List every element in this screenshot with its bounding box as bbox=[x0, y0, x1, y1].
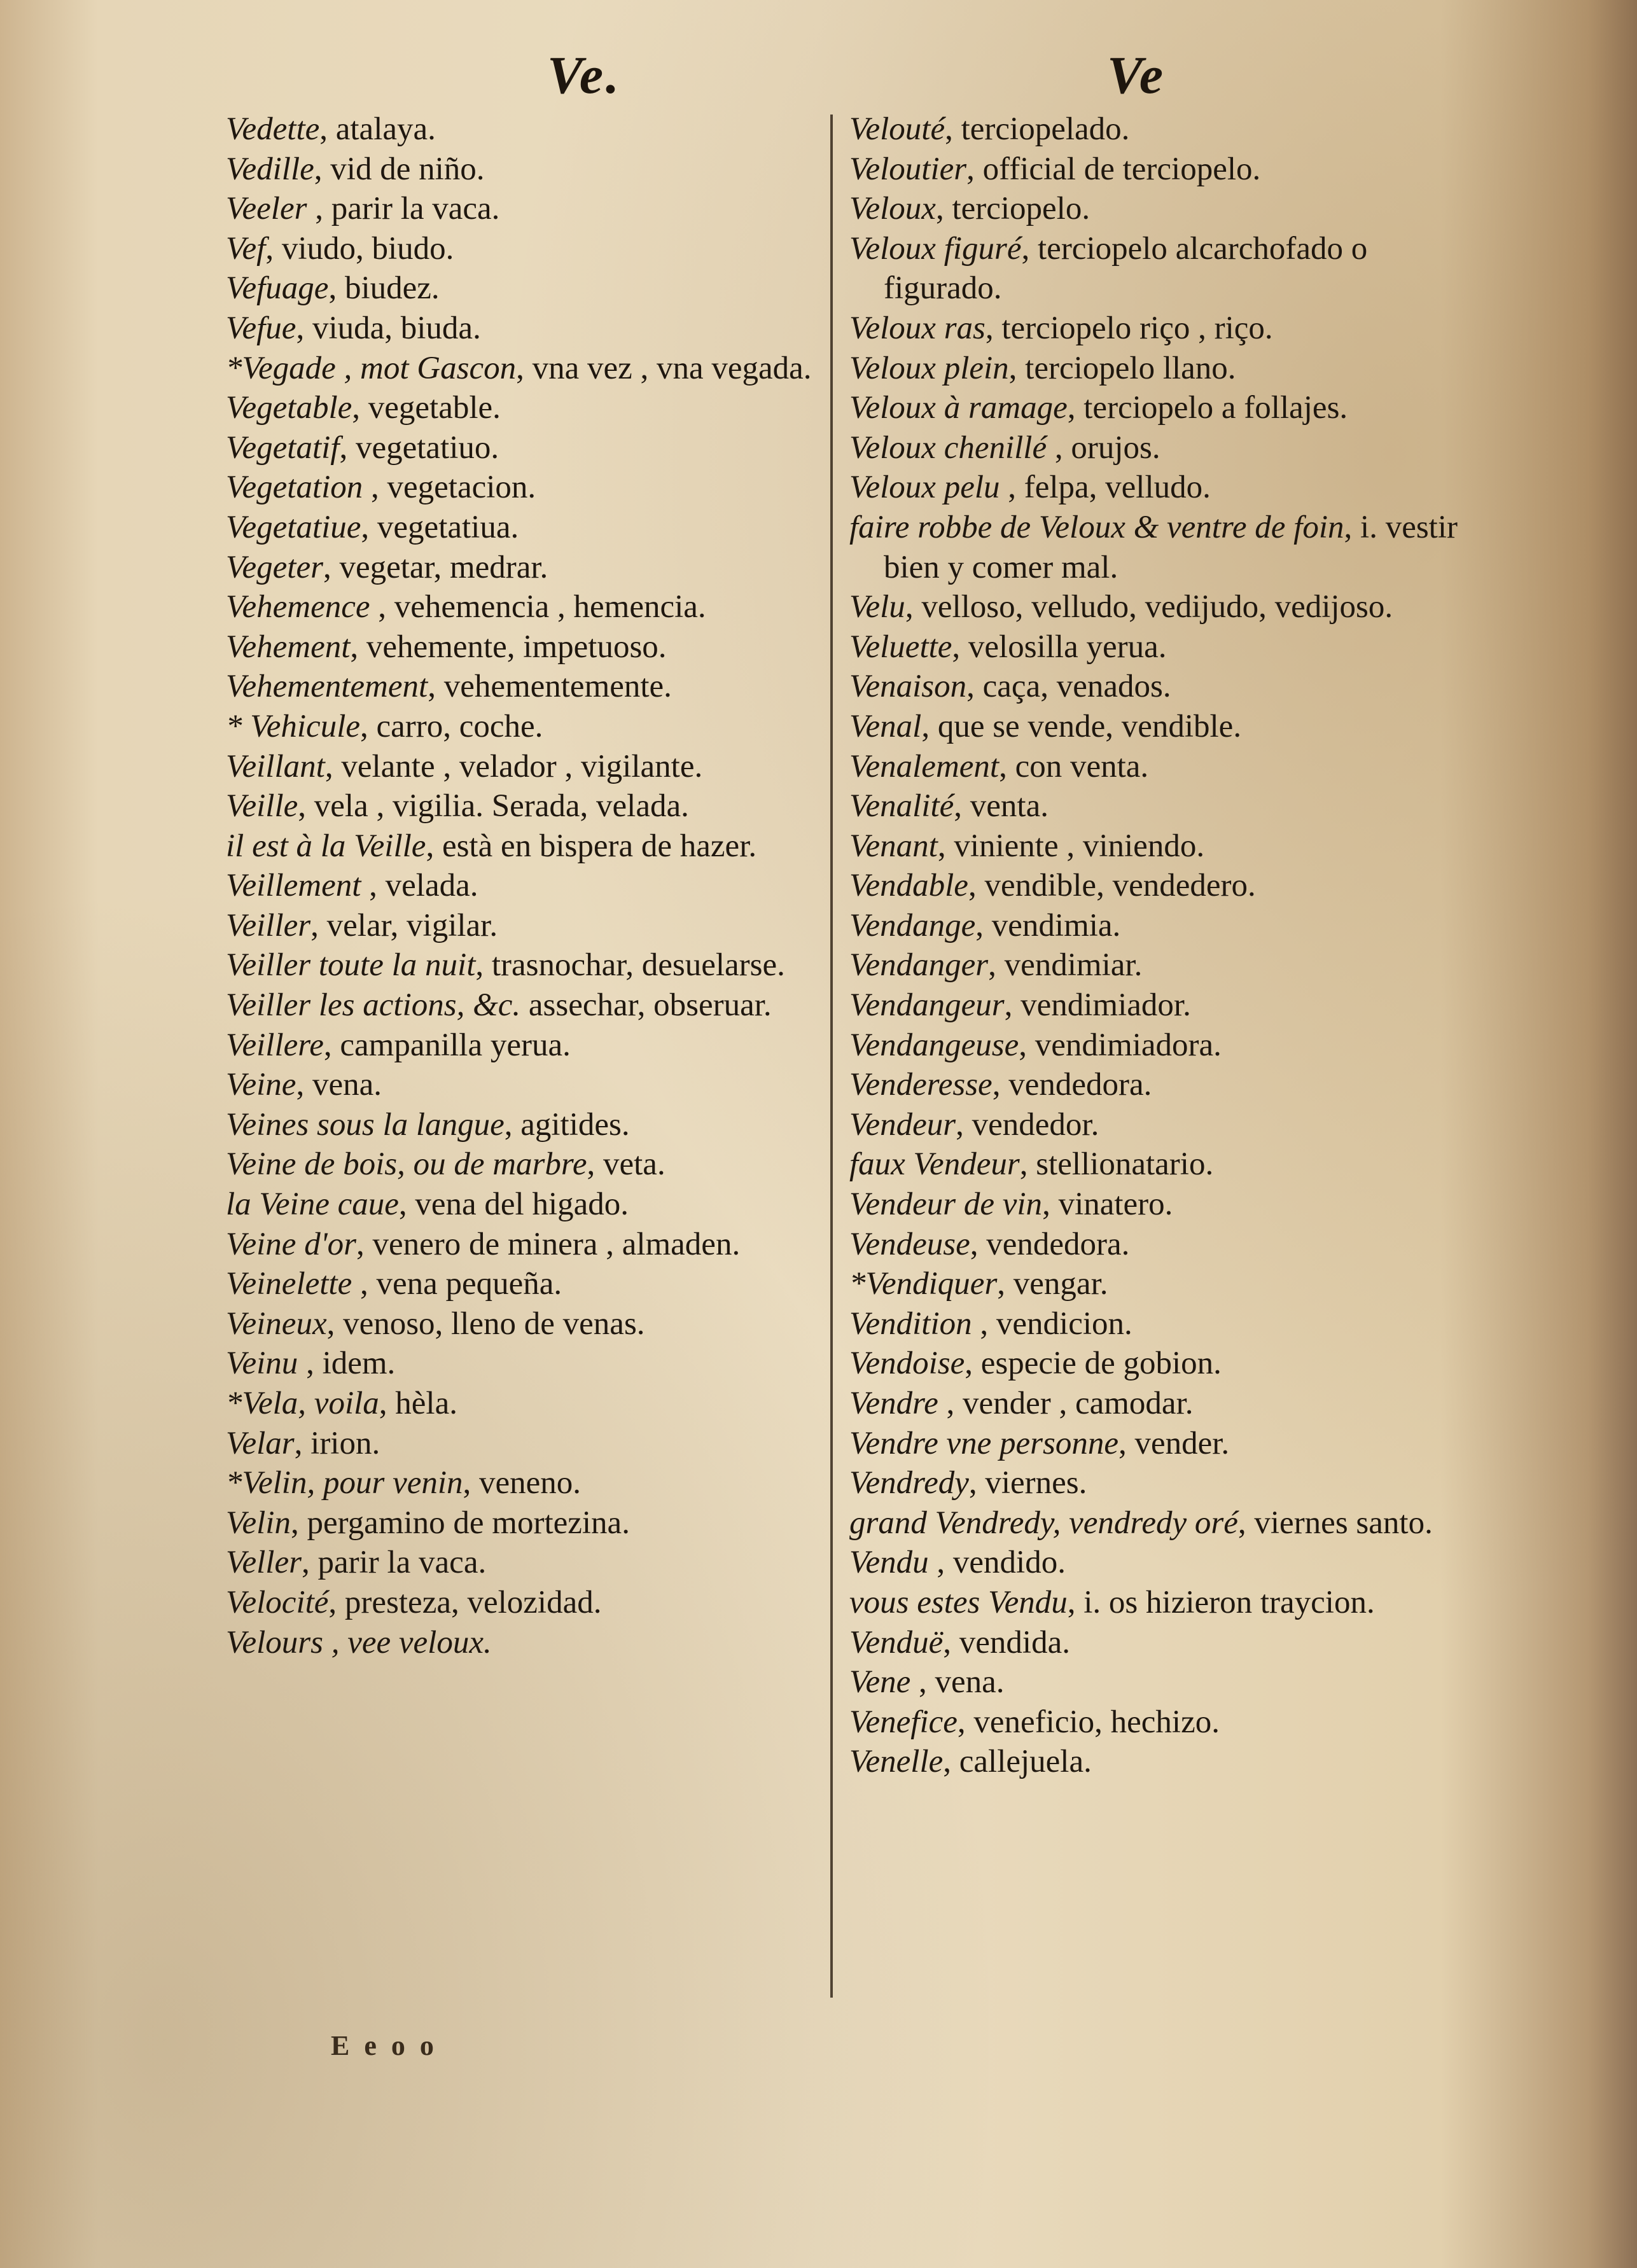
spanish-translation: , terciopelo a follajes. bbox=[1067, 390, 1348, 426]
french-headword: Vendre vne personne bbox=[849, 1425, 1118, 1461]
spanish-translation: , velloso, velludo, vedijudo, vedijoso. bbox=[905, 589, 1393, 625]
spanish-translation: , vegetatiua. bbox=[361, 509, 519, 545]
dictionary-entry bbox=[849, 627, 1463, 667]
dictionary-entry bbox=[226, 667, 818, 707]
spanish-translation: , terciopelo riço , riço. bbox=[985, 310, 1273, 346]
french-headword: Veeler bbox=[226, 191, 307, 227]
dictionary-entry bbox=[226, 388, 818, 428]
dictionary-entry bbox=[849, 866, 1463, 906]
dictionary-entry bbox=[226, 229, 818, 269]
french-headword: *Vendiquer bbox=[849, 1266, 998, 1302]
spanish-translation: , vendedora. bbox=[970, 1226, 1130, 1262]
dictionary-entry bbox=[849, 309, 1463, 349]
spanish-translation: , trasnochar, desuelarse. bbox=[475, 947, 785, 984]
running-head-left: Ve. bbox=[547, 46, 622, 105]
french-headword: Veloux ras bbox=[849, 310, 986, 346]
french-headword: Veinu bbox=[226, 1346, 298, 1382]
spanish-translation: , vegetacion. bbox=[363, 470, 536, 506]
french-headword: Veiller toute la nuit bbox=[226, 947, 476, 984]
dictionary-entry bbox=[849, 747, 1463, 787]
french-headword: Vendangeur bbox=[849, 987, 1005, 1024]
french-headword: Vedille bbox=[226, 151, 314, 187]
dictionary-entry bbox=[226, 1264, 818, 1304]
french-headword: Velu bbox=[849, 589, 905, 625]
spanish-translation: , vendido. bbox=[928, 1545, 1066, 1581]
french-headword: Venant bbox=[849, 828, 938, 864]
french-headword: Vendeuse bbox=[849, 1226, 970, 1262]
dictionary-entry bbox=[849, 906, 1463, 946]
dictionary-entry bbox=[226, 985, 818, 1026]
french-headword: Velocité bbox=[226, 1584, 329, 1620]
french-headword: Vendre bbox=[849, 1386, 938, 1421]
left-column bbox=[226, 109, 818, 2018]
dictionary-entry bbox=[849, 428, 1463, 468]
dictionary-entry bbox=[849, 1463, 1463, 1503]
french-headword: Vene bbox=[849, 1664, 911, 1701]
french-headword: Veillere bbox=[226, 1027, 324, 1063]
french-headword: vous estes Vendu bbox=[849, 1584, 1068, 1620]
french-headword: Veine bbox=[226, 1067, 296, 1103]
dictionary-entry bbox=[226, 268, 818, 309]
spanish-translation: , terciopelo alcarchofado o figurado. bbox=[884, 230, 1368, 307]
dictionary-entry bbox=[849, 786, 1463, 826]
spanish-translation: , i. os hizieron traycion. bbox=[1067, 1584, 1375, 1620]
french-headword: Veille bbox=[226, 788, 298, 824]
dictionary-entry bbox=[226, 1384, 818, 1424]
dictionary-entry bbox=[849, 1384, 1463, 1424]
dictionary-entry bbox=[226, 508, 818, 548]
dictionary-entry bbox=[226, 1225, 818, 1265]
french-headword: Vendu bbox=[849, 1545, 929, 1581]
french-headword: Venal bbox=[849, 708, 922, 744]
french-headword: Venduë bbox=[849, 1624, 944, 1660]
dictionary-entry bbox=[849, 1026, 1463, 1066]
spanish-translation: , està en bispera de hazer. bbox=[426, 828, 757, 864]
french-headword: Vegetatiue bbox=[226, 509, 361, 545]
spanish-translation: , carro, coche. bbox=[360, 708, 543, 744]
dictionary-entry bbox=[849, 349, 1463, 389]
dictionary-entry bbox=[226, 468, 818, 508]
french-headword: Venaison bbox=[849, 669, 967, 705]
spanish-translation: , vendedora. bbox=[992, 1067, 1152, 1103]
dictionary-entry bbox=[226, 1583, 818, 1623]
french-headword: Veloux plein bbox=[849, 350, 1009, 386]
spanish-translation: , vid de niño. bbox=[314, 151, 485, 187]
french-headword: Veloutier bbox=[849, 151, 967, 187]
spanish-translation: , vengar. bbox=[997, 1266, 1108, 1302]
french-headword: Vendoise bbox=[849, 1346, 965, 1382]
dictionary-entry bbox=[849, 1503, 1463, 1543]
french-headword: Venalement bbox=[849, 748, 1000, 784]
spanish-translation: , i. vestir bien y comer mal. bbox=[884, 509, 1458, 585]
spanish-translation: , terciopelo llano. bbox=[1008, 350, 1236, 386]
dictionary-entry bbox=[849, 1702, 1463, 1743]
spanish-translation: , vehemente, impetuoso. bbox=[350, 629, 667, 665]
dictionary-entry bbox=[849, 229, 1463, 309]
french-headword: Vendeur bbox=[849, 1106, 956, 1143]
spanish-translation: , especie de gobion. bbox=[965, 1346, 1222, 1382]
dictionary-entry bbox=[849, 667, 1463, 707]
spanish-translation: , vehementemente. bbox=[428, 669, 672, 705]
french-headword: Veller bbox=[226, 1545, 302, 1581]
dictionary-entry bbox=[849, 1742, 1463, 1782]
dictionary-entry bbox=[849, 1065, 1463, 1105]
dictionary-entry bbox=[226, 945, 818, 985]
spanish-translation: , vendimiar. bbox=[988, 947, 1143, 984]
dictionary-entry bbox=[849, 826, 1463, 866]
dictionary-entry bbox=[226, 786, 818, 826]
french-headword: Veine de bois, ou de marbre bbox=[226, 1146, 587, 1183]
french-headword: Vedette bbox=[226, 111, 320, 147]
dictionary-entry bbox=[226, 1623, 818, 1663]
french-headword: Vefue bbox=[226, 310, 296, 346]
dictionary-entry bbox=[226, 826, 818, 866]
spanish-translation: , vendicion. bbox=[972, 1305, 1132, 1342]
french-headword: Vefuage bbox=[226, 270, 329, 307]
french-headword: Vehemence bbox=[226, 589, 370, 625]
spanish-translation: , pergamino de mortezina. bbox=[290, 1505, 630, 1541]
dictionary-entry bbox=[849, 468, 1463, 508]
spanish-translation: , vena pequeña. bbox=[352, 1266, 562, 1302]
spanish-translation: , stellionatario. bbox=[1019, 1146, 1214, 1183]
dictionary-entry bbox=[849, 150, 1463, 190]
spanish-translation: , velada. bbox=[361, 868, 478, 904]
french-headword: Vendange bbox=[849, 907, 976, 943]
french-headword: Velours , vee veloux. bbox=[226, 1624, 492, 1660]
dictionary-entry bbox=[226, 1185, 818, 1225]
dictionary-entry bbox=[226, 428, 818, 468]
spanish-translation: , vender. bbox=[1118, 1425, 1230, 1461]
spanish-translation: , vegetar, medrar. bbox=[323, 549, 548, 585]
spanish-translation: , vendimiador. bbox=[1004, 987, 1191, 1024]
dictionary-entry bbox=[226, 1344, 818, 1384]
spanish-translation: , velar, vigilar. bbox=[310, 907, 498, 943]
french-headword: Vehementement bbox=[226, 669, 428, 705]
spanish-translation: , viernes. bbox=[968, 1465, 1087, 1501]
french-headword: Vendeur de vin bbox=[849, 1186, 1043, 1223]
french-headword: Vegetable bbox=[226, 390, 352, 426]
spanish-translation: , vegetatiuo. bbox=[339, 429, 499, 466]
spanish-translation: , campanilla yerua. bbox=[323, 1027, 571, 1063]
spanish-translation: , viudo, biudo. bbox=[265, 230, 454, 267]
dictionary-entry bbox=[226, 548, 818, 588]
dictionary-entry bbox=[849, 1105, 1463, 1145]
spanish-translation: , veta. bbox=[587, 1146, 665, 1183]
french-headword: Veines sous la langue bbox=[226, 1106, 505, 1143]
dictionary-entry bbox=[226, 150, 818, 190]
spanish-translation: , vendimia. bbox=[975, 907, 1121, 943]
spanish-translation: , terciopelado. bbox=[945, 111, 1130, 147]
french-headword: Veillant bbox=[226, 748, 325, 784]
french-headword: *Velin, pour venin bbox=[226, 1465, 463, 1501]
spanish-translation: , venoso, lleno de venas. bbox=[326, 1305, 645, 1342]
french-headword: Veine d'or bbox=[226, 1226, 356, 1262]
spanish-translation: , hèla. bbox=[379, 1386, 457, 1421]
dictionary-entry bbox=[849, 1662, 1463, 1702]
spanish-translation: , parir la vaca. bbox=[301, 1545, 487, 1581]
dictionary-entry bbox=[849, 1144, 1463, 1185]
column-divider bbox=[830, 115, 833, 1998]
french-headword: Vendredy bbox=[849, 1465, 969, 1501]
dictionary-entry bbox=[849, 1424, 1463, 1464]
french-headword: Vegetation bbox=[226, 470, 363, 506]
french-headword: *Vegade , mot Gascon bbox=[226, 350, 517, 386]
spanish-translation: , idem. bbox=[298, 1346, 396, 1382]
french-headword: Veloux figuré bbox=[849, 230, 1022, 267]
dictionary-entry bbox=[849, 189, 1463, 229]
spanish-translation: , vendedor. bbox=[956, 1106, 1099, 1143]
spanish-translation: , que se vende, vendible. bbox=[921, 708, 1242, 744]
dictionary-entry bbox=[226, 1304, 818, 1344]
french-headword: Venderesse bbox=[849, 1067, 993, 1103]
dictionary-entry bbox=[226, 587, 818, 627]
dictionary-entry bbox=[226, 1065, 818, 1105]
french-headword: Veiller bbox=[226, 907, 311, 943]
french-headword: Veineux bbox=[226, 1305, 327, 1342]
spanish-translation: , biudez. bbox=[328, 270, 440, 307]
dictionary-entry bbox=[849, 1543, 1463, 1583]
dictionary-entry bbox=[849, 1185, 1463, 1225]
spanish-translation: , venta. bbox=[954, 788, 1048, 824]
french-headword: Vegeter bbox=[226, 549, 323, 585]
spanish-translation: , vena del higado. bbox=[398, 1186, 629, 1223]
dictionary-entry bbox=[226, 189, 818, 229]
french-headword: Veloux bbox=[849, 191, 936, 227]
spanish-translation: , felpa, velludo. bbox=[1000, 470, 1211, 506]
dictionary-entry bbox=[226, 1503, 818, 1543]
spanish-translation: , vena. bbox=[910, 1664, 1005, 1701]
french-headword: Veloux pelu bbox=[849, 470, 1000, 506]
dictionary-entry bbox=[226, 627, 818, 667]
spanish-translation: , vna vez , vna vegada. bbox=[516, 350, 812, 386]
french-headword: grand Vendredy, vendredy oré bbox=[849, 1505, 1238, 1541]
dictionary-entry bbox=[226, 866, 818, 906]
spanish-translation: , terciopelo. bbox=[935, 191, 1090, 227]
french-headword: Vehement bbox=[226, 629, 351, 665]
dictionary-entry bbox=[849, 1583, 1463, 1623]
french-headword: Veinelette bbox=[226, 1266, 352, 1302]
french-headword: Venelle bbox=[849, 1744, 944, 1780]
spanish-translation: , vender , camodar. bbox=[938, 1386, 1194, 1421]
dictionary-entry bbox=[849, 1264, 1463, 1304]
dictionary-entry bbox=[226, 1026, 818, 1066]
dictionary-entry bbox=[226, 1463, 818, 1503]
french-headword: Venefice bbox=[849, 1704, 958, 1740]
spanish-translation: , velante , velador , vigilante. bbox=[324, 748, 703, 784]
spanish-translation: , presteza, velozidad. bbox=[328, 1584, 602, 1620]
spanish-translation: , atalaya. bbox=[319, 111, 436, 147]
spanish-translation: , vegetable. bbox=[352, 390, 501, 426]
dictionary-entry bbox=[226, 906, 818, 946]
french-headword: Veillement bbox=[226, 868, 361, 904]
spanish-translation: , veneficio, hechizo. bbox=[957, 1704, 1220, 1740]
dictionary-entry bbox=[849, 587, 1463, 627]
french-headword: Vegetatif bbox=[226, 429, 340, 466]
french-headword: il est à la Veille bbox=[226, 828, 426, 864]
french-headword: Velar bbox=[226, 1425, 295, 1461]
right-column bbox=[849, 109, 1463, 2018]
dictionary-entry bbox=[849, 1344, 1463, 1384]
spanish-translation: , viniente , viniendo. bbox=[937, 828, 1205, 864]
spanish-translation: , official de terciopelo. bbox=[966, 151, 1261, 187]
dictionary-entry bbox=[849, 985, 1463, 1026]
spanish-translation: , agitides. bbox=[504, 1106, 630, 1143]
dictionary-entry bbox=[226, 109, 818, 150]
french-headword: Veloux à ramage bbox=[849, 390, 1068, 426]
french-headword: * Vehicule bbox=[226, 708, 360, 744]
french-headword: la Veine caue bbox=[226, 1186, 399, 1223]
spanish-translation: , viuda, biuda. bbox=[296, 310, 481, 346]
spanish-translation: , velosilla yerua. bbox=[952, 629, 1167, 665]
dictionary-entry bbox=[226, 1144, 818, 1185]
dictionary-entry bbox=[226, 349, 818, 389]
dictionary-entry bbox=[849, 388, 1463, 428]
spanish-translation: , veneno. bbox=[463, 1465, 582, 1501]
spanish-translation: , irion. bbox=[294, 1425, 380, 1461]
spanish-translation: , vendible, vendedero. bbox=[968, 868, 1256, 904]
spanish-translation: , vendimiadora. bbox=[1019, 1027, 1222, 1063]
spanish-translation: , vehemencia , hemencia. bbox=[370, 589, 706, 625]
running-head-right: Ve bbox=[1107, 46, 1166, 105]
spanish-translation: , parir la vaca. bbox=[307, 191, 500, 227]
french-headword: faux Vendeur bbox=[849, 1146, 1020, 1183]
dictionary-entry bbox=[849, 508, 1463, 587]
french-headword: Velin bbox=[226, 1505, 291, 1541]
dictionary-entry bbox=[226, 1543, 818, 1583]
dictionary-entry bbox=[226, 1105, 818, 1145]
dictionary-entry bbox=[849, 1623, 1463, 1663]
spanish-translation: , vinatero. bbox=[1042, 1186, 1173, 1223]
dictionary-entry bbox=[849, 707, 1463, 747]
spanish-translation: , vendida. bbox=[943, 1624, 1070, 1660]
french-headword: Venalité bbox=[849, 788, 954, 824]
french-headword: Veloux chenillé bbox=[849, 429, 1047, 466]
dictionary-entry bbox=[849, 945, 1463, 985]
dictionary-entry bbox=[226, 747, 818, 787]
spanish-translation: , vena. bbox=[296, 1067, 382, 1103]
dictionary-entry bbox=[226, 1424, 818, 1464]
spanish-translation: , viernes santo. bbox=[1237, 1505, 1433, 1541]
spanish-translation: , vela , vigilia. Serada, velada. bbox=[298, 788, 689, 824]
dictionary-entry bbox=[849, 109, 1463, 150]
spanish-translation: , con venta. bbox=[999, 748, 1149, 784]
french-headword: Vendanger bbox=[849, 947, 989, 984]
dictionary-entry bbox=[849, 1225, 1463, 1265]
dictionary-entry bbox=[226, 309, 818, 349]
spanish-translation: , callejuela. bbox=[943, 1744, 1092, 1780]
french-headword: Vendangeuse bbox=[849, 1027, 1019, 1063]
spanish-translation: , venero de minera , almaden. bbox=[356, 1226, 741, 1262]
spanish-translation: , caça, venados. bbox=[966, 669, 1171, 705]
dictionary-entry bbox=[849, 1304, 1463, 1344]
dictionary-entry bbox=[226, 707, 818, 747]
french-headword: Vef bbox=[226, 230, 266, 267]
french-headword: Velouté bbox=[849, 111, 945, 147]
catchword: E e o o bbox=[331, 2030, 438, 2061]
spanish-translation: , orujos. bbox=[1047, 429, 1160, 466]
french-headword: Vendable bbox=[849, 868, 968, 904]
french-headword: Vendition bbox=[849, 1305, 972, 1342]
french-headword: *Vela, voila bbox=[226, 1386, 379, 1421]
french-headword: Veiller les actions, &c. bbox=[226, 987, 521, 1024]
spanish-translation: assechar, obseruar. bbox=[520, 987, 772, 1024]
french-headword: faire robbe de Veloux & ventre de foin bbox=[849, 509, 1344, 545]
french-headword: Veluette bbox=[849, 629, 952, 665]
